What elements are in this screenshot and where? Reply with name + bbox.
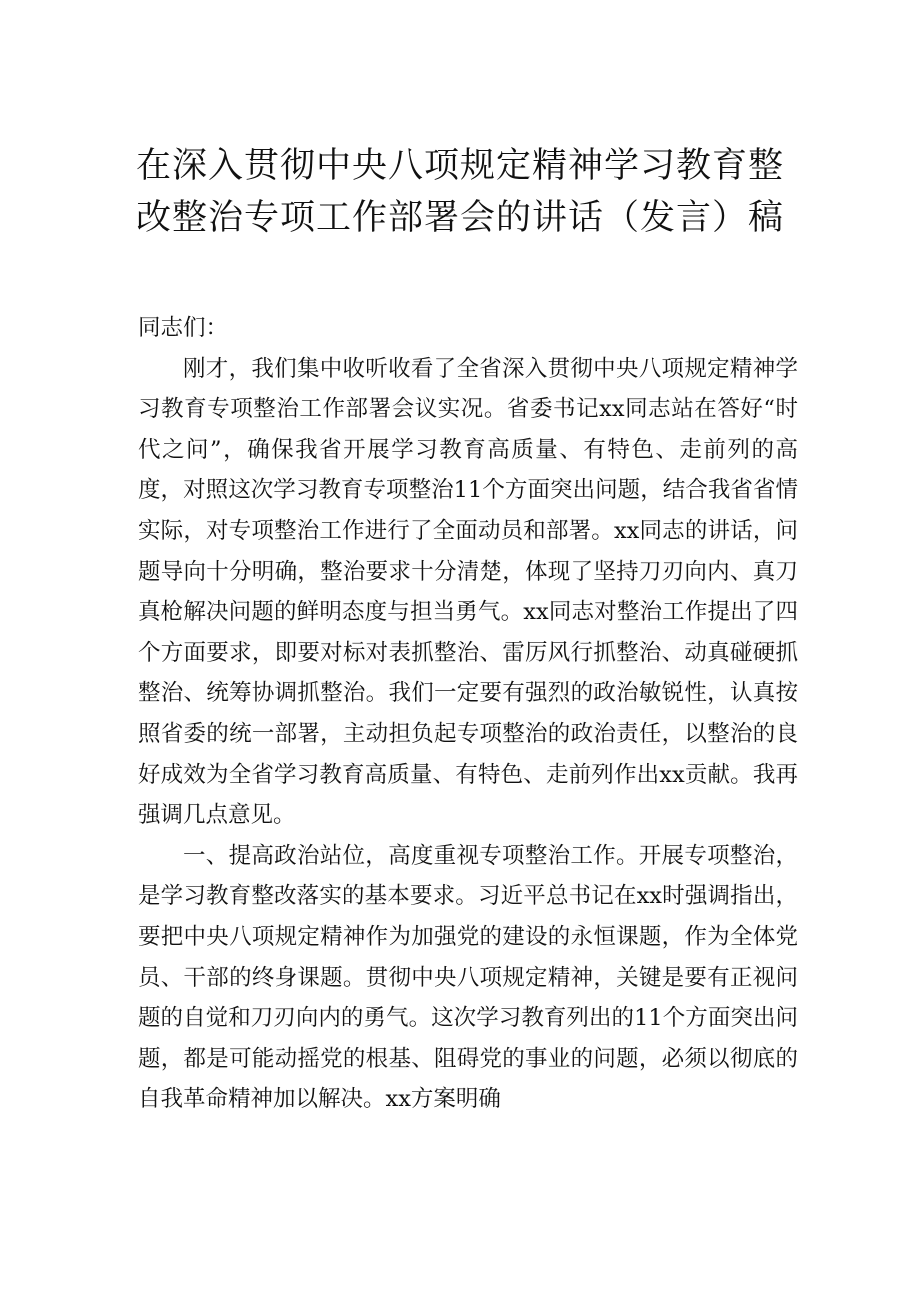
paragraph-2: 一、提高政治站位，高度重视专项整治工作。开展专项整治，是学习教育整改落实的基本要求。习近平总书记在xx时强调指出，要把中央八项规定精神作为加强党的建设的永恒课题，作为全体党员、干部的终身课题。贯彻中央八项规定精神，关键是要有正视问题的自觉和刀刃向内的勇气。这次学习教育列出的11个方面突出问题，都是可能动摇党的根基、阻碍党的事业的问题，必须以彻底的自我革命精神加以解决。xx方案明确 [138,842,798,1113]
paragraph-1: 刚才，我们集中收听收看了全省深入贯彻中央八项规定精神学习教育专项整治工作部署会议实况。省委书记xx同志站在答好“时代之问”，确保我省开展学习教育高质量、有特色、走前列的高度，对照这次学习教育专项整治11个方面突出问题，结合我省省情实际，对专项整治工作进行了全面动员和部署。xx同志的讲话，问题导向十分明确，整治要求十分清楚，体现了坚持刀刃向内、真刀真枪解决问题的鲜明态度与担当勇气。xx同志对整治工作提出了四个方面要求，即要对标对表抓整治、雷厉风行抓整治、动真碰硬抓整治、统筹协调抓整治。我们一定要有强烈的政治敏锐性，认真按照省委的统一部署，主动担负起专项整治的政治责任，以整治的良好成效为全省学习教育高质量、有特色、走前列作出xx贡献。我再强调几点意见。 [138,355,798,829]
document-body [138,308,798,1120]
title-line-1: 在深入贯彻中央八项规定精神学习教育整 [135,146,784,186]
salutation: 同志们： [138,315,229,341]
document-title [0,140,920,244]
title-line-2: 改整治专项工作部署会的讲话（发言）稿 [135,198,784,238]
